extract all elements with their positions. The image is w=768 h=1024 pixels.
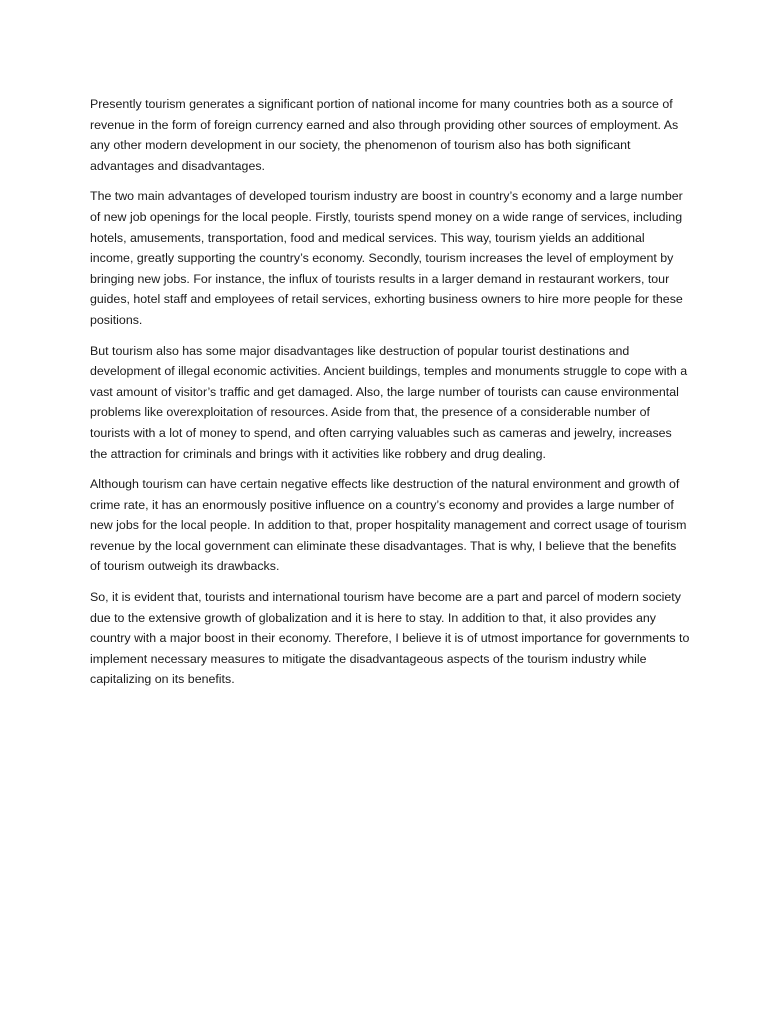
essay-body <box>90 94 690 700</box>
paragraph-opinion: Although tourism can have certain negative effects like destruction of the natural environment and growth of crime rate, it has an enormously positive influence on a country’s economy and provides a large number of new jobs for the local people. In addition to that, proper hospitality management and correct usage of tourism revenue by the local government can eliminate these disadvantages. That is why, I believe that the benefits of tourism outweigh its drawbacks. <box>90 477 687 574</box>
paragraph-conclusion: So, it is evident that, tourists and international tourism have become are a part and parcel of modern society due to the extensive growth of globalization and it is here to stay. In addition to that, it also provides any country with a major boost in their economy. Therefore, I believe it is of utmost importance for governments to implement necessary measures to mitigate the disadvantageous aspects of the tourism industry while capitalizing on its benefits. <box>90 590 690 687</box>
paragraph-advantages: The two main advantages of developed tourism industry are boost in country’s economy and a large number of new job openings for the local people. Firstly, tourists spend money on a wide range of services, including hotels, amusements, transportation, food and medical services. This way, tourism yields an additional income, greatly supporting the country’s economy. Secondly, tourism increases the level of employment by bringing new jobs. For instance, the influx of tourists results in a larger demand in restaurant workers, tour guides, hotel staff and employees of retail services, exhorting business owners to hire more people for these positions. <box>90 189 683 327</box>
paragraph-intro: Presently tourism generates a significant portion of national income for many countries both as a source of revenue in the form of foreign currency earned and also through providing other sources of employment. As any other modern development in our society, the phenomenon of tourism also has both significant advantages and disadvantages. <box>90 97 679 173</box>
paragraph-disadvantages: But tourism also has some major disadvantages like destruction of popular tourist destinations and development of illegal economic activities. Ancient buildings, temples and monuments struggle to cope with a vast amount of visitor’s traffic and get damaged. Also, the large number of tourists can cause environmental problems like overexploitation of resources. Aside from that, the presence of a considerable number of tourists with a lot of money to spend, and often carrying valuables such as cameras and jewelry, increases the attraction for criminals and brings with it activities like robbery and drug dealing. <box>90 343 688 461</box>
